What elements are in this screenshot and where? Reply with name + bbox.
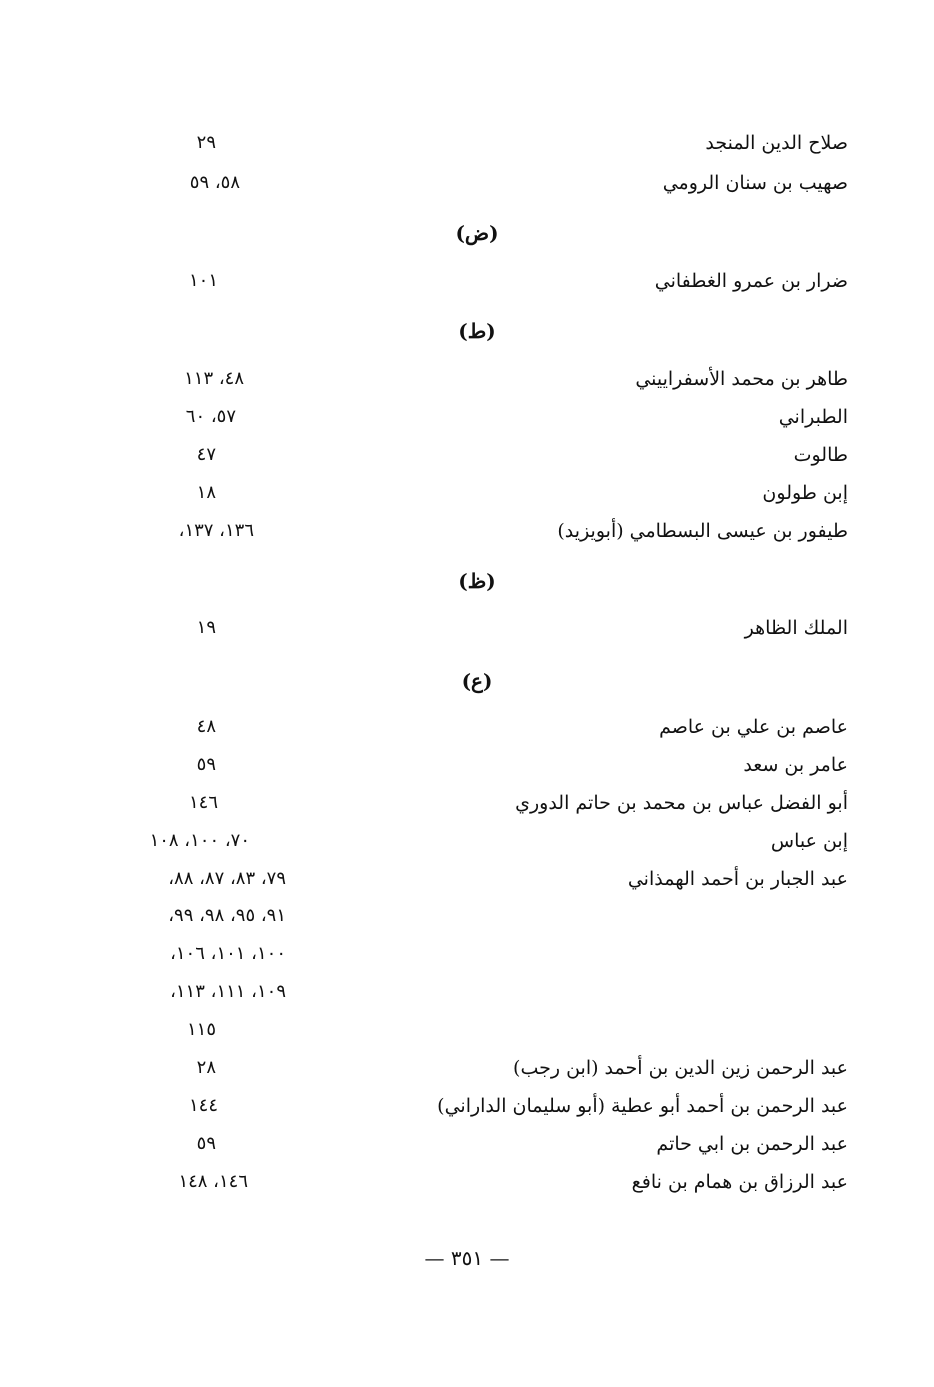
entry-name: الملك الظاهر: [744, 617, 848, 639]
entry-pages: ١٠٩، ١١١، ١١٣،: [170, 981, 286, 1002]
section-heading-ain: (ع): [461, 669, 493, 693]
entry-pages: ١٨: [196, 482, 216, 503]
index-entry-continuation: [0, 973, 934, 1011]
entry-pages: ٢٩: [196, 132, 216, 153]
entry-pages: ٥٧، ٦٠: [185, 406, 236, 427]
entry-pages: ١٤٤: [188, 1095, 218, 1116]
entry-name: طالوت: [793, 444, 848, 466]
entry-pages: ١٤٦، ١٤٨: [178, 1171, 248, 1192]
entry-pages: ١٤٦: [188, 792, 218, 813]
entry-pages: ٥٨، ٥٩: [189, 172, 240, 193]
entry-name: طيفور بن عيسى البسطامي (أبويزيد): [557, 520, 848, 542]
entry-pages: ٤٨: [196, 716, 216, 737]
entry-pages: ١٣٦، ١٣٧،: [178, 520, 254, 541]
entry-pages: ٤٧: [196, 444, 216, 465]
entry-name: ضرار بن عمرو الغطفاني: [654, 270, 848, 292]
entry-name: إبن عباس: [770, 830, 848, 852]
entry-name: صهيب بن سنان الرومي: [662, 172, 848, 194]
index-entry: [0, 1049, 934, 1087]
index-entry: [0, 746, 934, 784]
entry-name: طاهر بن محمد الأسفراييني: [635, 368, 848, 390]
entry-pages: ١٠٠، ١٠١، ١٠٦،: [170, 943, 286, 964]
entry-name: عبد الرحمن زين الدين بن أحمد (ابن رجب): [513, 1057, 848, 1079]
entry-pages: ٥٩: [196, 754, 216, 775]
entry-name: صلاح الدين المنجد: [705, 132, 848, 154]
index-entry: [0, 1163, 934, 1201]
index-entry: [0, 1125, 934, 1163]
index-entry: [0, 262, 934, 300]
index-entry: [0, 1087, 934, 1125]
entry-name: الطبراني: [778, 406, 848, 428]
entry-pages: ١٩: [196, 617, 216, 638]
entry-name: عبد الرحمن بن ابي حاتم: [656, 1133, 848, 1155]
index-entry: [0, 398, 934, 436]
index-entry: [0, 860, 934, 898]
index-entry: [0, 436, 934, 474]
entry-name: عبد الرحمن بن أحمد أبو عطية (أبو سليمان الداراني): [437, 1095, 848, 1117]
index-entry-continuation: [0, 1011, 934, 1049]
entry-pages: ١٠١: [188, 270, 218, 291]
entry-name: عامر بن سعد: [743, 754, 848, 776]
index-entry-continuation: [0, 935, 934, 973]
entry-name: أبو الفضل عباس بن محمد بن حاتم الدوري: [515, 792, 848, 814]
entry-pages: ٩١، ٩٥، ٩٨، ٩٩،: [168, 905, 286, 926]
entry-name: عبد الجبار بن أحمد الهمذاني: [627, 868, 848, 890]
entry-pages: ٥٩: [196, 1133, 216, 1154]
index-entry-continuation: [0, 897, 934, 935]
index-entry: [0, 124, 934, 162]
index-entry: [0, 822, 934, 860]
index-entry: [0, 784, 934, 822]
section-heading-za: (ظ): [458, 569, 496, 593]
index-entry: [0, 609, 934, 647]
entry-pages: ١١٥: [186, 1019, 216, 1040]
index-entry: [0, 512, 934, 550]
index-entry: [0, 164, 934, 202]
entry-pages: ٧٠، ١٠٠، ١٠٨: [149, 830, 250, 851]
entry-pages: ٧٩، ٨٣، ٨٧، ٨٨،: [168, 868, 286, 889]
index-entry: [0, 474, 934, 512]
index-entry: [0, 708, 934, 746]
entry-name: عبد الرزاق بن همام بن نافع: [631, 1171, 848, 1193]
entry-name: عاصم بن علي بن عاصم: [659, 716, 848, 738]
page-number: — ٣٥١ —: [424, 1246, 510, 1270]
entry-pages: ٢٨: [196, 1057, 216, 1078]
entry-name: إبن طولون: [762, 482, 848, 504]
index-entry: [0, 360, 934, 398]
section-heading-dad: (ض): [455, 221, 499, 245]
section-heading-ta: (ط): [458, 319, 496, 343]
entry-pages: ٤٨، ١١٣: [184, 368, 244, 389]
